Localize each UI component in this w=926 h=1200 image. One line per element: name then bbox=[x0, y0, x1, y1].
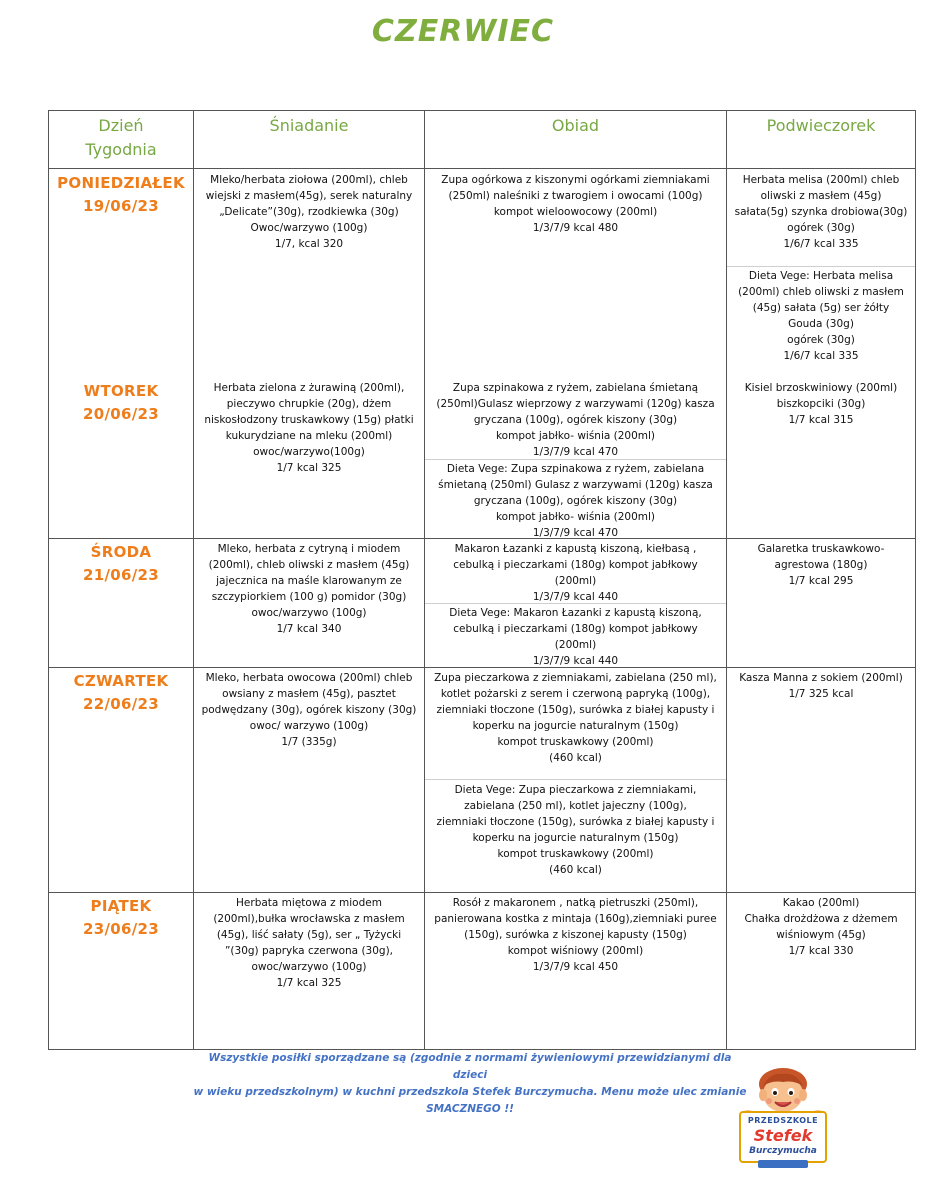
lunch-cell: Zupa pieczarkowa z ziemniakami, zabielana (250 ml), kotlet pożarski z serem i czerwoną papryką (100g), ziemniaki tłoczone (150g), surówka z białej kapusty i koperku na jogurcie naturalnym (150g) kompot truskawkowy (200ml) (460 kcal) bbox=[434, 672, 717, 764]
day-date: 22/06/23 bbox=[83, 695, 159, 713]
table-border-right bbox=[915, 110, 916, 1050]
header-day: Dzień Tygodnia bbox=[85, 116, 157, 159]
column-divider-3 bbox=[726, 110, 727, 1050]
column-divider-1 bbox=[193, 110, 194, 1050]
day-name: CZWARTEK bbox=[73, 672, 169, 690]
breakfast-cell: Herbata zielona z żurawiną (200ml), pieczywo chrupkie (20g), dżem niskosłodzony truskawkowy (15g) płatki kukurydziane na mleku (200ml) owoc/warzywo(100g) 1/7 kcal 325 bbox=[204, 382, 414, 474]
lunch-cell: Rosół z makaronem , natką pietruszki (250ml), panierowana kostka z mintaja (160g),ziemniaki puree (150g), surówka z kiszonej kapusty (150g) kompot wiśniowy (200ml) 1/3/7/9 kcal 450 bbox=[434, 897, 717, 973]
row-divider-header bbox=[48, 168, 916, 169]
day-date: 21/06/23 bbox=[83, 566, 159, 584]
day-date: 19/06/23 bbox=[83, 197, 159, 215]
snack-vege-divider bbox=[727, 266, 915, 267]
footer-note: Wszystkie posiłki sporządzane są (zgodnie z normami żywieniowymi przewidzianymi dla dzieci w wieku przedszkolnym) w kuchni przedszkola Stefek Burczymucha. Menu może ulec zmianie SMACZNEGO !! bbox=[193, 1052, 747, 1115]
snack-cell: Kakao (200ml) Chałka drożdżowa z dżemem wiśniowym (45g) 1/7 kcal 330 bbox=[744, 897, 898, 957]
day-name: ŚRODA bbox=[90, 543, 152, 561]
day-date: 23/06/23 bbox=[83, 920, 159, 938]
lunch-cell: Zupa szpinakowa z ryżem, zabielana śmietaną (250ml)Gulasz wieprzowy z warzywami (120g) kasza gryczana (100g), ogórek kiszony (30g) kompot jabłko- wiśnia (200ml) 1/3/7/9 kcal 470 bbox=[436, 382, 715, 458]
page-title: CZERWIEC bbox=[371, 14, 555, 49]
lunch-cell: Makaron Łazanki z kapustą kiszoną, kiełbasą , cebulką i pieczarkami (180g) kompot jabłkowy (200ml) 1/3/7/9 kcal 440 bbox=[453, 543, 698, 603]
lunch-cell: Zupa ogórkowa z kiszonymi ogórkami ziemniakami (250ml) naleśniki z twarogiem i owocami (100g) kompot wieloowocowy (200ml) 1/3/7/9 kcal 480 bbox=[441, 174, 710, 234]
breakfast-cell: Mleko, herbata owocowa (200ml) chleb owsiany z masłem (45g), pasztet podwędzany (30g), ogórek kiszony (30g) owoc/ warzywo (100g) 1/7 (335g) bbox=[201, 672, 417, 748]
lunch-vege-divider-thu bbox=[425, 779, 726, 780]
header-lunch: Obiad bbox=[551, 116, 600, 135]
logo-sub-text: Burczymucha bbox=[749, 1146, 817, 1156]
breakfast-cell: Mleko/herbata ziołowa (200ml), chleb wiejski z masłem(45g), serek naturalny „Delicate”(30g), rzodkiewka (30g) Owoc/warzywo (100g) 1/7, kcal 320 bbox=[205, 174, 413, 250]
breakfast-cell: Mleko, herbata z cytryną i miodem (200ml), chleb oliwski z masłem (45g) jajecznica na maśle klarowanym ze szczypiorkiem (100 g) pomidor (30g) owoc/warzywo (100g) 1/7 kcal 340 bbox=[208, 543, 410, 635]
row-divider-3 bbox=[48, 892, 916, 893]
header-breakfast: Śniadanie bbox=[269, 116, 349, 135]
snack-vege-cell: Dieta Vege: Herbata melisa (200ml) chleb oliwski z masłem (45g) sałata (5g) ser żółty Gouda (30g) ogórek (30g) 1/6/7 kcal 335 bbox=[738, 270, 904, 362]
lunch-vege-cell: Dieta Vege: Zupa pieczarkowa z ziemniakami, zabielana (250 ml), kotlet jajeczny (100g), ziemniaki tłoczone (150g), surówka z białej kapusty i koperku na jogurcie naturalnym (150g) kompot truskawkowy (200ml) (460 kcal) bbox=[436, 784, 715, 876]
day-name: WTOREK bbox=[83, 382, 159, 400]
lunch-vege-cell: Dieta Vege: Zupa szpinakowa z ryżem, zabielana śmietaną (250ml) Gulasz z warzywami (120g) kasza gryczana (100g), ogórek kiszony (30g) kompot jabłko- wiśnia (200ml) 1/3/7/9 kcal 470 bbox=[438, 463, 713, 539]
breakfast-cell: Herbata miętowa z miodem (200ml),bułka wrocławska z masłem (45g), liść sałaty (5g), ser „ Tyżycki ”(30g) papryka czerwona (30g), owoc/warzywo (100g) 1/7 kcal 325 bbox=[213, 897, 405, 989]
logo-top-text: PRZEDSZKOLE bbox=[747, 1116, 819, 1125]
snack-cell: Galaretka truskawkowo- agrestowa (180g) 1/7 kcal 295 bbox=[757, 543, 885, 587]
header-snack: Podwieczorek bbox=[766, 116, 876, 135]
day-date: 20/06/23 bbox=[83, 405, 159, 423]
day-name: PONIEDZIAŁEK bbox=[57, 174, 185, 192]
column-divider-2 bbox=[424, 110, 425, 1050]
snack-cell: Herbata melisa (200ml) chleb oliwski z masłem (45g) sałata(5g) szynka drobiowa(30g) ogórek (30g) 1/6/7 kcal 335 bbox=[734, 174, 908, 250]
table-border-top bbox=[48, 110, 916, 111]
lunch-vege-cell: Dieta Vege: Makaron Łazanki z kapustą kiszoną, cebulką i pieczarkami (180g) kompot jabłkowy (200ml) 1/3/7/9 kcal 440 bbox=[449, 607, 702, 667]
kindergarten-logo bbox=[730, 1060, 836, 1170]
snack-cell: Kasza Manna z sokiem (200ml) 1/7 325 kcal bbox=[739, 672, 903, 700]
day-name: PIĄTEK bbox=[90, 897, 152, 915]
snack-cell: Kisiel brzoskwiniowy (200ml) biszkopciki (30g) 1/7 kcal 315 bbox=[744, 382, 898, 426]
logo-name-text: Stefek bbox=[753, 1126, 813, 1145]
